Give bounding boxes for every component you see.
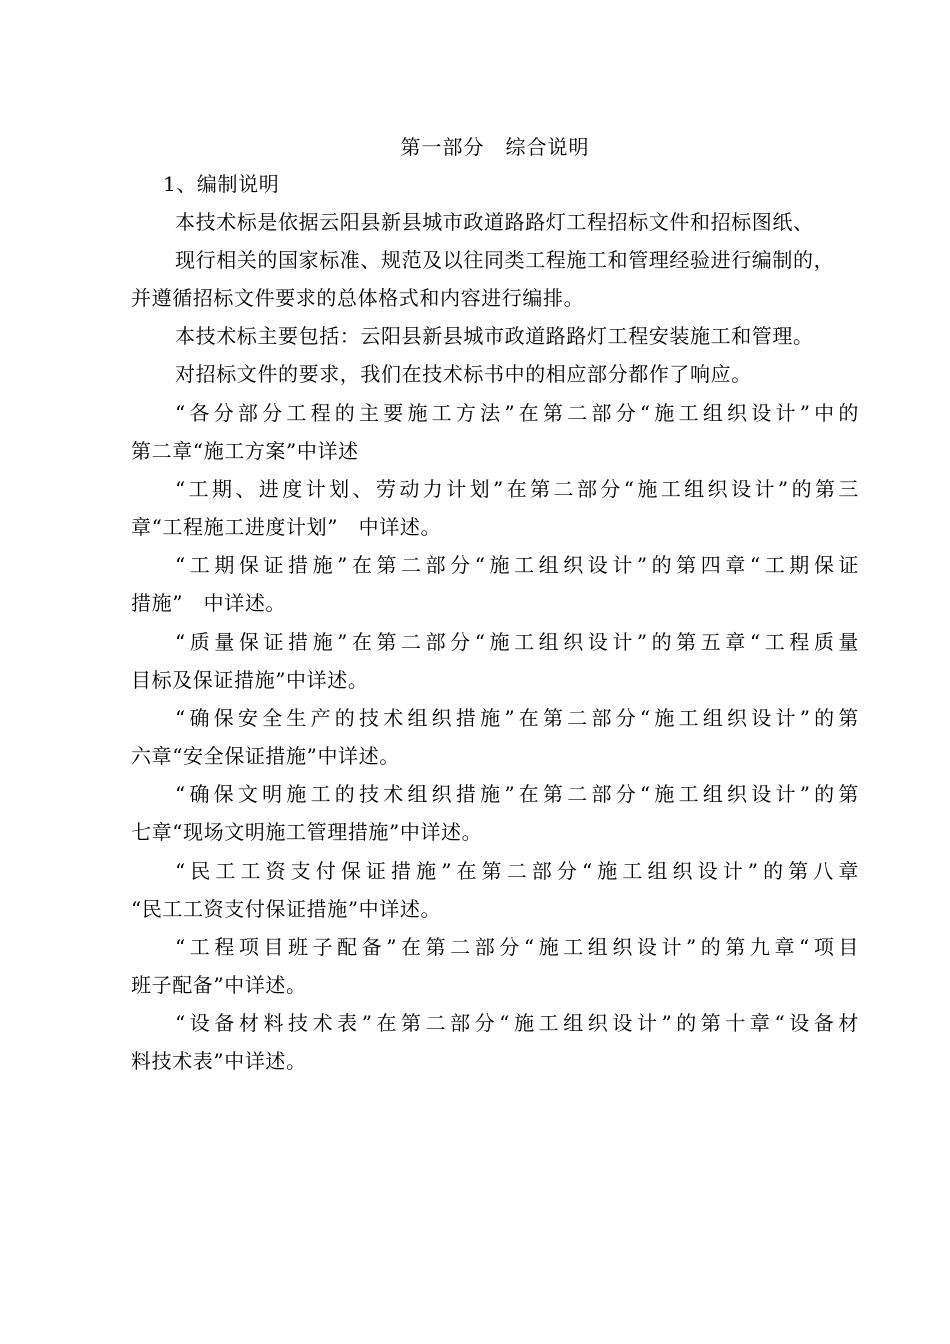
text-line-2: 现行相关的国家标准、规范及以往同类工程施工和管理经验进行编制的， [175, 248, 835, 272]
section-heading: 1、编制说明 [163, 172, 280, 196]
text-line-11: 措施” 中详述。 [131, 591, 287, 615]
text-line-1: 本技术标是依据云阳县新县城市政道路路灯工程招标文件和招标图纸、 [175, 210, 814, 234]
text-line-14: “确保安全生产的技术组织措施”在第二部分“施工组织设计”的第 [175, 706, 859, 730]
text-line-3: 并遵循招标文件要求的总体格式和内容进行编排。 [131, 286, 585, 310]
text-line-19: “民工工资支付保证措施”中详述。 [131, 897, 442, 921]
text-line-5: 对招标文件的要求，我们在技术标书中的相应部分都作了响应。 [175, 362, 752, 386]
text-line-21: 班子配备”中详述。 [131, 973, 307, 997]
text-line-6: “各分部分工程的主要施工方法”在第二部分“施工组织设计”中的 [175, 401, 859, 425]
text-line-18: “民工工资支付保证措施”在第二部分“施工组织设计”的第八章 [175, 859, 859, 883]
text-line-16: “确保文明施工的技术组织措施”在第二部分“施工组织设计”的第 [175, 782, 859, 806]
text-line-8: “工期、进度计划、劳动力计划”在第二部分“施工组织设计”的第三 [175, 477, 859, 501]
text-line-15: 六章“安全保证措施”中详述。 [131, 744, 400, 768]
page-title: 第一部分 综合说明 [400, 135, 590, 159]
text-line-20: “工程项目班子配备”在第二部分“施工组织设计”的第九章“项目 [175, 935, 859, 959]
text-line-4: 本技术标主要包括：云阳县新县城市政道路路灯工程安装施工和管理。 [175, 324, 814, 348]
text-line-9: 章“工程施工进度计划” 中详述。 [131, 515, 442, 539]
text-line-7: 第二章“施工方案”中详述 [131, 439, 359, 463]
text-line-13: 目标及保证措施”中详述。 [131, 668, 369, 692]
text-line-23: 料技术表”中详述。 [131, 1049, 307, 1073]
text-line-12: “质量保证措施”在第二部分“施工组织设计”的第五章“工程质量 [175, 630, 859, 654]
text-line-22: “设备材料技术表”在第二部分“施工组织设计”的第十章“设备材 [175, 1011, 859, 1035]
text-line-17: 七章“现场文明施工管理措施”中详述。 [131, 820, 483, 844]
text-line-10: “工期保证措施”在第二部分“施工组织设计”的第四章“工期保证 [175, 553, 859, 577]
